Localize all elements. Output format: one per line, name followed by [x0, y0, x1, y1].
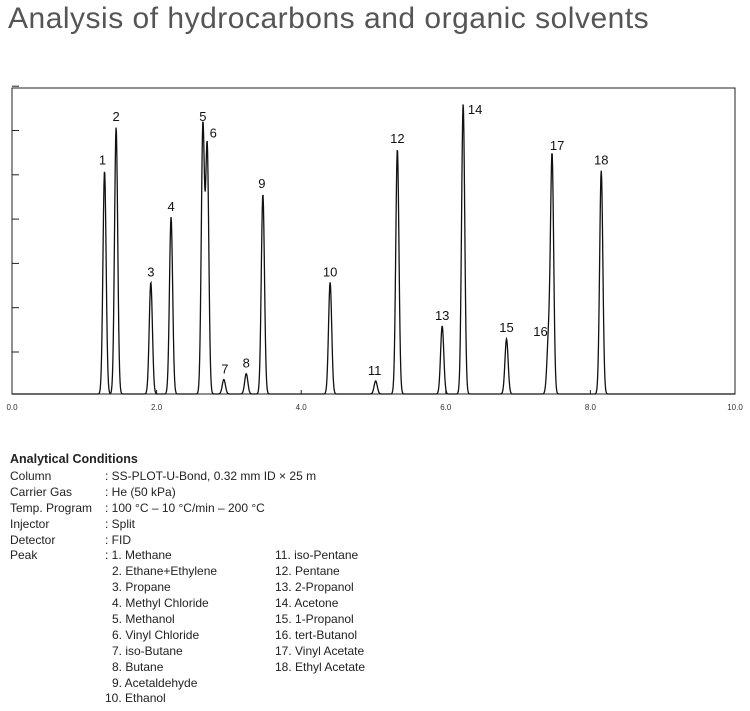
peak-list-item: 11. iso-Pentane	[275, 548, 359, 563]
peak-list-item: 16. tert-Butanol	[275, 627, 358, 642]
condition-row-peak	[10, 548, 366, 706]
x-tick-label: 2.0	[151, 403, 163, 412]
peak-label: 16	[533, 323, 548, 339]
condition-label: Temp. Program	[10, 500, 93, 515]
condition-value: : 100 °C – 10 °C/min – 200 °C	[105, 500, 265, 515]
condition-value: : He (50 kPa)	[105, 484, 176, 499]
page-title: Analysis of hydrocarbons and organic solvents	[8, 2, 650, 35]
condition-row-column	[10, 469, 316, 485]
chromatogram-trace	[12, 104, 735, 394]
x-tick-label: 10.0	[727, 403, 743, 412]
condition-label: Injector	[10, 516, 50, 531]
peak-labels	[99, 102, 609, 378]
peak-list-item: : 1. Methane	[105, 548, 172, 563]
x-tick-label: 0.0	[6, 403, 18, 412]
peak-list-item: 15. 1-Propanol	[275, 612, 354, 626]
condition-label: Column	[10, 468, 52, 483]
peak-list-item: 2. Ethane+Ethylene	[112, 564, 218, 579]
condition-value: : SS-PLOT-U-Bond, 0.32 mm ID × 25 m	[105, 468, 317, 483]
peak-list-item: 18. Ethyl Acetate	[275, 659, 366, 674]
peak-label: 15	[499, 319, 514, 335]
peak-label: 5	[199, 109, 207, 125]
peak-list-item: 3. Propane	[112, 580, 171, 595]
condition-row-injector	[10, 517, 316, 533]
peak-list-item: 6. Vinyl Chloride	[112, 627, 200, 642]
peak-list-item: 9. Acetaldehyde	[112, 675, 198, 690]
peak-list-column-2	[275, 548, 365, 675]
peak-label: 6	[209, 125, 217, 141]
peak-label: 2	[112, 109, 120, 125]
peak-list-item: 4. Methyl Chloride	[112, 596, 209, 611]
condition-row-detector	[10, 533, 316, 549]
condition-row-carrier-gas	[10, 485, 316, 501]
peak-list-item: 8. Butane	[112, 659, 164, 674]
peak-label: 7	[221, 361, 229, 377]
peak-label: 3	[147, 264, 155, 280]
analytical-conditions	[10, 452, 366, 706]
peak-list-item: 14. Acetone	[275, 596, 339, 611]
chart-axes	[12, 86, 735, 394]
peak-list-column-1	[105, 548, 217, 707]
peak-list-item: 5. Methanol	[112, 612, 175, 626]
x-tick-label: 4.0	[295, 403, 307, 412]
peak-label: 18	[594, 152, 609, 168]
condition-label: Detector	[10, 532, 56, 547]
condition-value: : FID	[105, 532, 131, 547]
x-tick-labels	[6, 403, 743, 412]
peak-list-item: 17. Vinyl Acetate	[275, 643, 365, 658]
peak-label: 13	[434, 307, 450, 323]
condition-row-temp-program	[10, 501, 316, 517]
x-tick-label: 8.0	[584, 403, 596, 412]
peak-label: 11	[367, 362, 382, 378]
conditions-heading: Analytical Conditions	[10, 452, 138, 466]
peak-list-item: 7. iso-Butane	[112, 643, 183, 658]
peak-label: 10	[322, 264, 338, 280]
peak-label: 8	[242, 355, 250, 371]
peak-label: 1	[98, 152, 107, 168]
peak-label: 4	[167, 199, 175, 215]
peak-list-item: 12. Pentane	[275, 564, 340, 579]
peak-label: 17	[549, 138, 565, 154]
condition-value: : Split	[105, 516, 136, 531]
peak-label: 14	[467, 102, 483, 117]
peak-list-item: 13. 2-Propanol	[275, 580, 354, 595]
peak-list-item: 10. Ethanol	[105, 691, 166, 706]
peak-label: 12	[390, 130, 405, 146]
peak-label: 9	[258, 175, 266, 191]
x-tick-label: 6.0	[440, 403, 452, 412]
plot-frame	[12, 88, 735, 394]
condition-label: Carrier Gas	[10, 484, 73, 499]
condition-label: Peak	[10, 548, 38, 563]
